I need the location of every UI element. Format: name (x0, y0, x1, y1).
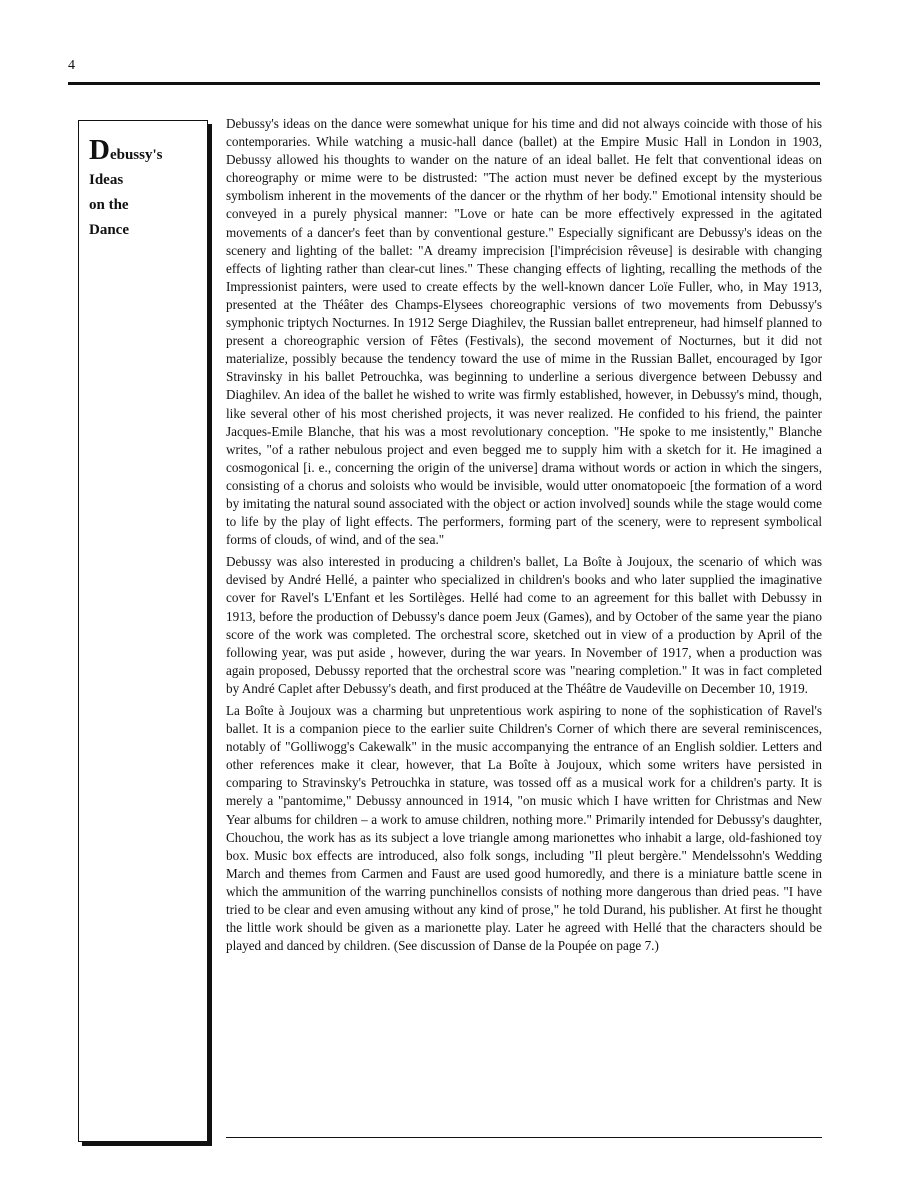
paragraph-1: Debussy's ideas on the dance were somewhat unique for his time and did not always coincide with those of his contemporaries. While watching a music-hall dance (ballet) at the Empire Music Hall in London in 1903, Debussy allowed his thoughts to wander on the nature of an ideal ballet. He felt that conventional ideas on choreography or mime were to be distrusted: "The action must never be defined except by the mysterious symbolism inherent in the movements of the dancer or the rhythm of her body." Emotional intensity should be conveyed in a purely physical manner: "Love or hate can be more effectively expressed in the agitated movements of a dancer's feet than by conventional gesture." Especially significant are Debussy's ideas on the scenery and lighting of the ballet: "A dreamy imprecision [l'imprécision rêveuse] is desirable with changing effects of lighting rather than clear-cut lines." These changing effects of lighting, recalling the methods of the Impressionist painters, were used to create effects by the well-known dancer Loïe Fuller, who, in May 1913, presented at the Théâter des Champs-Elysees choreographic versions of two movements from Debussy's symphonic triptych Nocturnes. In 1912 Serge Diaghilev, the Russian ballet entrepreneur, had himself planned to present a choreographic version of Fêtes (Festivals), the second movement of Nocturnes, but it did not materialize, possibly because the tendency toward the use of mime in the Russian Ballet, encouraged by Igor Stravinsky in his ballet Petrouchka, was beginning to underline a serious divergence between Debussy and Diaghilev. An idea of the ballet he wished to write was firmly established, however, in Debussy's mind, though, like several other of his most cherished projects, it was never realized. He confided to his friend, the painter Jacques-Emile Blanche, that his was a most revolutionary conception. "He spoke to me insistently," Blanche writes, "of a rather nebulous project and even begged me to supply him with a sketch for it. He imagined a cosmogonical [i. e., concerning the origin of the universe] drama without words or action in which the singers, consisting of a chorus and soloists who would be invisible, would utter onomatopoeic [the formation of a word by imitating the natural sound associated with the object or action involved] sounds while the stage would come to life by the play of light effects. The performers, forming part of the scenery, were to represent symbolical forms of clouds, of wind, and of the sea." (226, 116, 822, 548)
paragraph-3: La Boîte à Joujoux was a charming but unpretentious work aspiring to none of the sophistication of Ravel's ballet. It is a companion piece to the earlier suite Children's Corner of which there are several reminiscences, notably of "Golliwogg's Cakewalk" in the music accompanying the entrance of an English soldier. Letters and other references make it clear, however, that La Boîte à Joujoux, which some writers have persisted in comparing to Stravinsky's Petrouchka in stature, was tossed off as a musical work for a children's party. It is merely a "pantomime," Debussy announced in 1914, "on music which I have written for Christmas and New Year albums for children – a work to amuse children, nothing more." Primarily intended for Debussy's daughter, Chouchou, the work has as its subject a love triangle among marionettes who inhabit a large, old-fashioned toy box. Music box effects are introduced, also folk songs, including "Il pleut bergère." Mendelssohn's Wedding March and themes from Carmen and Faust are used good humoredly, and there is a miniature battle scene in which the ammunition of the warring punchinellos consists of nothing more dangerous than dried peas. "I have tried to be clear and even amusing without any kind of prose," he told Durand, his publisher. At first he thought the little work should be given as a marionette play. Later he agreed with Hellé that the characters should be played and danced by children. (See discussion of Danse de la Poupée on page 7.) (226, 703, 822, 954)
sidebar-title-line3: on the (89, 197, 129, 213)
bottom-rule (226, 1137, 822, 1138)
sidebar-title-line1 (89, 135, 199, 168)
sidebar-title-first-word-rest: ebussy's (109, 147, 163, 163)
sidebar-box (78, 120, 208, 1142)
body-text (226, 115, 822, 959)
sidebar-title-line2: Ideas (89, 172, 124, 188)
page-number: 4 (68, 58, 75, 73)
sidebar-title-line4: Dance (89, 222, 129, 238)
paragraph-2: Debussy was also interested in producing a children's ballet, La Boîte à Joujoux, the scenario of which was devised by André Hellé, a painter who specialized in children's books and who later supplied the imaginative cover for Ravel's L'Enfant et les Sortilèges. Hellé had come to an agreement for this ballet with Debussy in 1913, before the production of Debussy's dance poem Jeux (Games), and by October of the same year the piano score of the work was completed. The orchestral score, sketched out in view of a production by April of the following year, was put aside , however, during the war years. In November of 1917, when a production was again proposed, Debussy reported that the orchestral score was "nearing completion." It was in fact completed by André Caplet after Debussy's death, and first produced at the Théâtre de Vaudeville on December 10, 1919. (226, 554, 822, 696)
sidebar-title (89, 135, 199, 243)
sidebar-title-initial: D (89, 134, 110, 166)
top-rule (68, 82, 820, 85)
